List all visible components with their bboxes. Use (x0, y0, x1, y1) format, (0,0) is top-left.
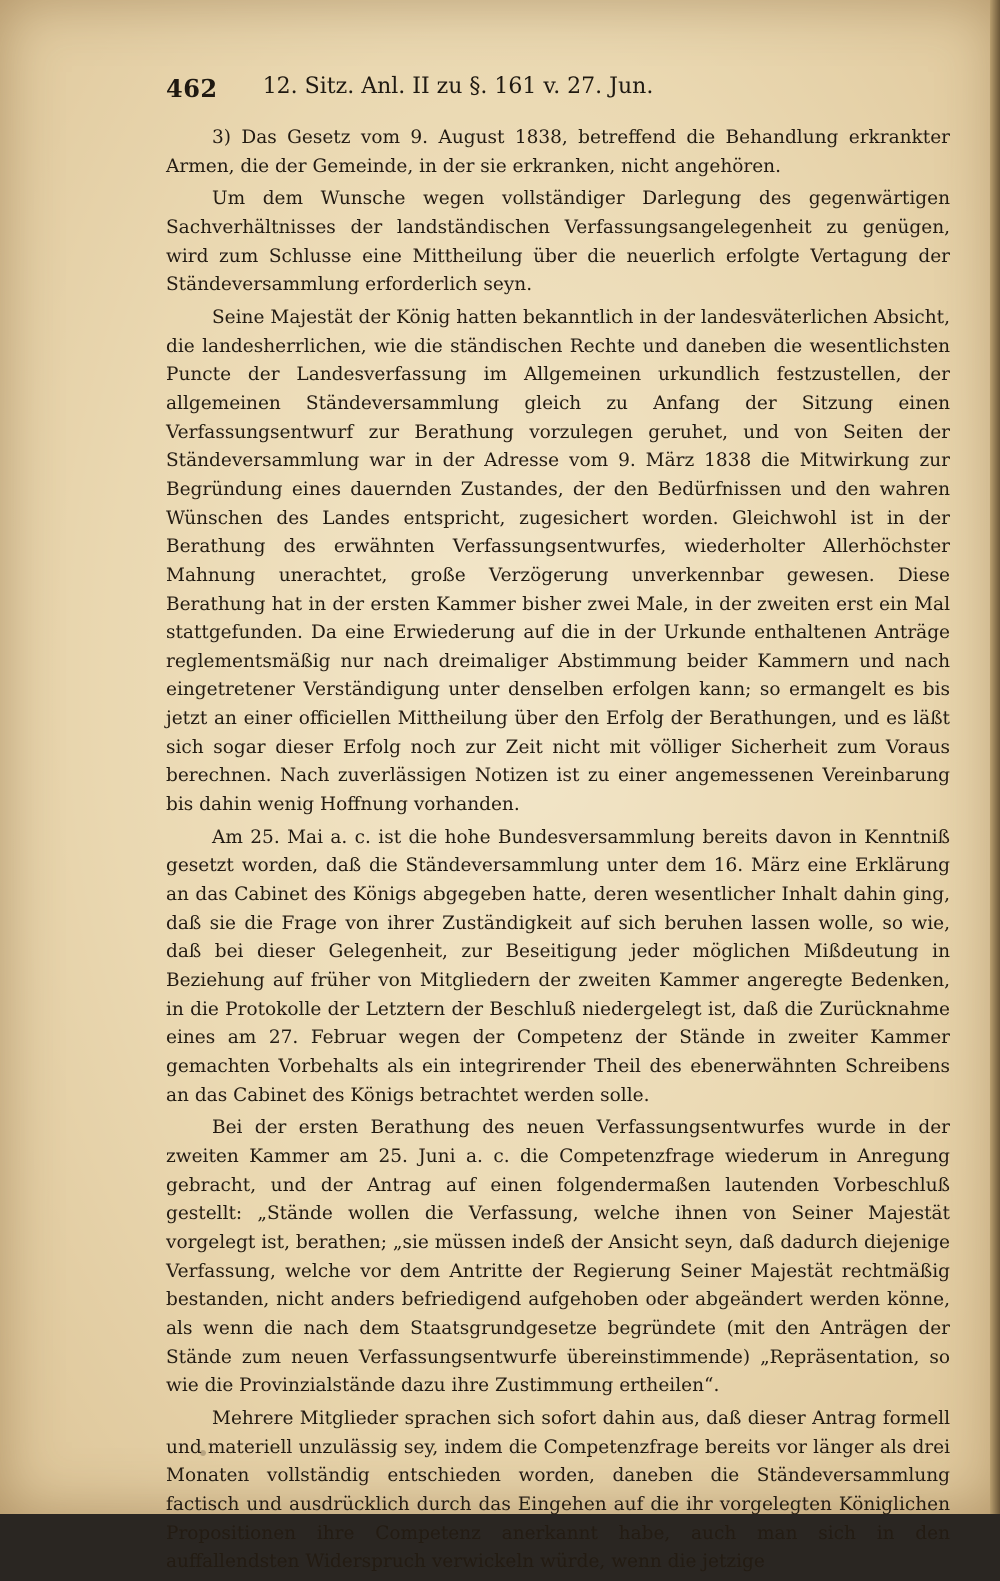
page-header (166, 74, 940, 114)
paragraph: Um dem Wunsche wegen vollständiger Darlegung des gegenwärtigen Sachverhältnisses der landständischen Verfassungsangelegenheit zu genügen, wird zum Schlusse eine Mittheilung über die neuerlich erfolgte Vertagung der Ständeversammlung erforderlich seyn. (166, 188, 950, 296)
body-text (166, 124, 950, 1581)
page-number: 462 (166, 74, 218, 103)
running-head: 12. Sitz. Anl. II zu §. 161 v. 27. Jun. (262, 74, 654, 99)
paragraph: Am 25. Mai a. c. ist die hohe Bundesversammlung bereits davon in Kenntniß gesetzt worden, daß die Ständeversammlung unter dem 16. März eine Erklärung an das Cabinet des Königs abgegeben hatte, deren wesentlicher Inhalt dahin ging, daß sie die Frage von ihrer Zuständigkeit auf sich beruhen lassen wolle, so wie, daß bei dieser Gelegenheit, zur Beseitigung jeder möglichen Mißdeutung in Beziehung auf früher von Mitgliedern der zweiten Kammer angeregte Bedenken, in die Protokolle der Letztern der Beschluß niedergelegt ist, daß die Zurücknahme eines am 27. Februar wegen der Competenz der Stände in zweiter Kammer gemachten Vorbehalts als ein integrirender Theil des ebenerwähnten Schreibens an das Cabinet des Königs betrachtet werden solle. (166, 826, 950, 1106)
paper-mark (200, 1450, 206, 1456)
paragraph: Mehrere Mitglieder sprachen sich sofort dahin aus, daß dieser Antrag formell und materiell unzulässig sey, indem die Competenzfrage bereits vor länger als drei Monaten vollständig entschieden worden, daneben die Ständeversammlung factisch und ausdrücklich durch das Eingehen auf die ihr vorgelegten Königlichen Propositionen ihre Competenz anerkannt habe, auch man sich in den auffallendsten Widerspruch verwickeln würde, wenn die jetzige (166, 1407, 950, 1573)
paragraph-law-item: 3) Das Gesetz vom 9. August 1838, betreffend die Behandlung erkrankter Armen, die der Gemeinde, in der sie erkranken, nicht angehören. (166, 127, 950, 177)
paragraph: Seine Majestät der König hatten bekanntlich in der landesväterlichen Absicht, die landesherrlichen, wie die ständischen Rechte und daneben die wesentlichsten Puncte der Landesverfassung im Allgemeinen urkundlich festzustellen, der allgemeinen Ständeversammlung gleich zu Anfang der Sitzung einen Verfassungsentwurf zur Berathung vorzulegen geruhet, und von Seiten der Ständeversammlung war in der Adresse vom 9. März 1838 die Mitwirkung zur Begründung eines dauernden Zustandes, der den Bedürfnissen und den wahren Wünschen des Landes entspricht, zugesichert worden. Gleichwohl ist in der Berathung des erwähnten Verfassungsentwurfes, wiederholter Allerhöchster Mahnung unerachtet, große Verzögerung unverkennbar gewesen. Diese Berathung hat in der ersten Kammer bisher zwei Male, in der zweiten erst ein Mal stattgefunden. Da eine Erwiederung auf die in der Urkunde enthaltenen Anträge reglementsmäßig nur nach dreimaliger Abstimmung beider Kammern und nach eingetretener Verständigung unter denselben erfolgen kann; so ermangelt es bis jetzt an einer officiellen Mittheilung über den Erfolg der Berathungen, und es läßt sich sogar dieser Erfolg noch zur Zeit nicht mit völliger Sicherheit zum Voraus berechnen. Nach zuverlässigen Notizen ist zu einer angemessenen Vereinbarung bis dahin wenig Hoffnung vorhanden. (166, 306, 950, 816)
paragraph: Bei der ersten Berathung des neuen Verfassungsentwurfes wurde in der zweiten Kammer am 25. Juni a. c. die Competenzfrage wiederum in Anregung gebracht, und der Antrag auf einen folgendermaßen lautenden Vorbeschluß gestellt: „Stände wollen die Verfassung, welche ihnen von Seiner Majestät vorgelegt ist, berathen; „sie müssen indeß der Ansicht seyn, daß dadurch diejenige Verfassung, welche vor dem Antritte der Regierung Seiner Majestät rechtmäßig bestanden, nicht anders befriedigend aufgehoben oder abgeändert werden könne, als wenn die nach dem Staatsgrundgesetze begründete (mit den Anträgen der Stände zum neuen Verfassungsentwurfe übereinstimmende) „Repräsentation, so wie die Provinzialstände dazu ihre Zustimmung ertheilen“. (166, 1117, 950, 1397)
page-edge-shadow (990, 0, 1000, 1514)
